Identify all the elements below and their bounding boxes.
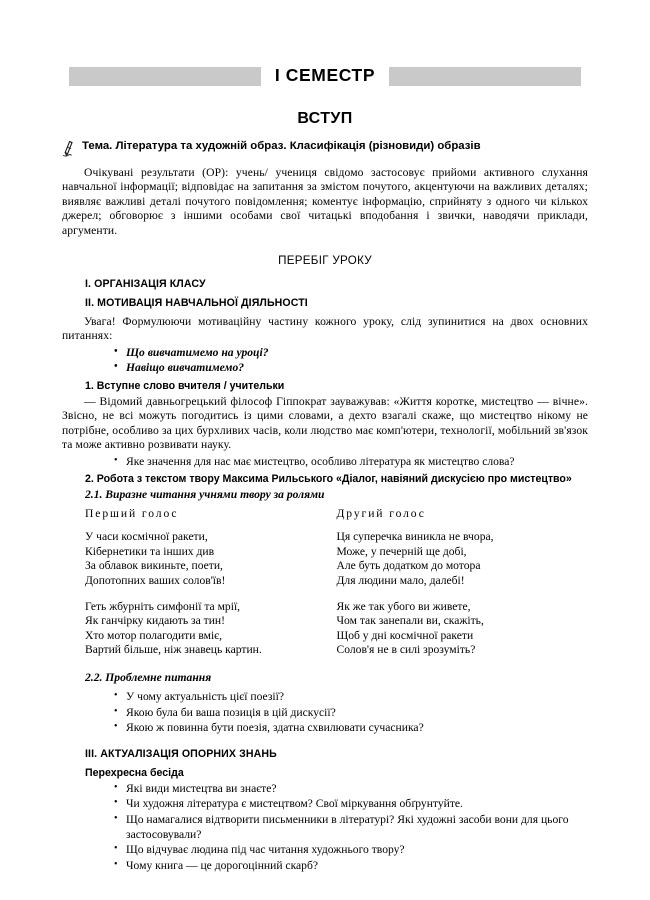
list-item: • Чому книга — це дорогоцінний скарб? — [114, 859, 588, 874]
verse-line: Хто мотор полагодити вміє, — [85, 628, 223, 642]
crosstalk-question-list — [62, 782, 588, 874]
verse-stanza — [85, 530, 337, 588]
pen-icon — [60, 139, 78, 157]
verse-line: У часи космічної ракети, — [85, 530, 208, 544]
problem-question-list — [62, 690, 588, 736]
subsection-heading-1: 1. Вступне слово вчителя / учительки — [85, 380, 285, 393]
section-heading-1: I. ОРГАНІЗАЦІЯ КЛАСУ — [85, 278, 206, 291]
voice-label: Перший голос — [85, 507, 179, 521]
list-item: • Навіщо вивчатимемо? — [114, 361, 588, 376]
verse-line: Допотопних ваших солов'їв! — [85, 574, 226, 588]
list-item: • Які види мистецтва ви знаєте? — [114, 782, 588, 797]
verse-line: Але буть додатком до мотора — [336, 559, 481, 573]
motivation-question-list — [62, 346, 588, 376]
subsection-heading-2-1: 2.1. Виразне читання учнями твору за ролями — [85, 488, 325, 502]
verse-line: Вартий більше, ніж знавець картин. — [85, 643, 262, 657]
crosstalk-heading: Перехресна бесіда — [85, 766, 184, 779]
verse-line: Як же так убого ви живете, — [336, 599, 471, 613]
motivation-note: Увага! Формулюючи мотиваційну частину кожного уроку, слід зупинитися на двох основних питаннях: — [62, 315, 588, 343]
list-item: • Що намагалися відтворити письменники в літературі? Які художні засоби вони для цього застосовували? — [114, 813, 588, 842]
header-bar-right — [389, 67, 581, 86]
art-meaning-question-list — [62, 455, 588, 470]
list-item: • Що відчуває людина під час читання художнього твору? — [114, 843, 588, 858]
subsection-heading-2-2: 2.2. Проблемне питання — [85, 671, 212, 684]
verse-line: Кібернетики та інших див — [85, 544, 215, 558]
verse-line: Геть жбурніть симфонії та мрії, — [85, 599, 241, 613]
verse-line: Солов'я не в силі зрозуміть? — [336, 643, 476, 657]
verse-line: Як ганчірку кидають за тин! — [85, 614, 225, 628]
running-header — [0, 63, 650, 89]
verse-column-second-voice — [337, 507, 589, 669]
verse-stanza — [337, 600, 589, 658]
verse-line: Для людини мало, далебі! — [336, 574, 465, 588]
verse-stanza — [337, 530, 589, 588]
list-item: • У чому актуальність цієї поезії? — [114, 690, 588, 705]
lesson-flow-heading: ПЕРЕБІГ УРОКУ — [278, 254, 372, 268]
verse-line: Щоб у дні космічної ракети — [336, 628, 474, 642]
list-item: • Чи художня література є мистецтвом? Свої міркування обґрунтуйте. — [114, 797, 588, 812]
section-heading-2: II. МОТИВАЦІЯ НАВЧАЛЬНОЇ ДІЯЛЬНОСТІ — [85, 297, 308, 310]
teacher-intro-paragraph: — Відомий давньогрецький філософ Гіппократ зауважував: «Життя коротке, мистецтво — вічне». Звісно, не всі можуть погодитись із цими словами, а дехто взагалі скаже, що мистецтво нікому не потрібне, особливо за цих бурхливих часів, коли людство має комп'ютери, технології, мобільний зв'язок та може активно розвивати науку. — [62, 395, 588, 452]
section-heading-3: III. АКТУАЛІЗАЦІЯ ОПОРНИХ ЗНАНЬ — [85, 747, 277, 760]
document-body — [62, 138, 588, 874]
voice-label: Другий голос — [336, 507, 426, 521]
theme-text: Тема. Література та художній образ. Класифікація (різновиди) образів — [82, 140, 481, 152]
list-item: • Якою була би ваша позиція в цій дискусії? — [114, 706, 588, 721]
page-title: ВСТУП — [297, 110, 353, 127]
theme-line — [62, 138, 588, 157]
verse-line: Може, у печерній ще добі, — [336, 544, 467, 558]
expected-results-paragraph: Очікувані результати (ОР): учень/ учениця свідомо застосовує прийоми активного слухання навчальної інформації; відповідає на запитання за змістом почутого, акцентуючи на важливих деталях; виявляє важливі деталі почутого повідомлення; коментує інформацію, сприйняту з одного чи кількох джерел; обговорює з іншими особами свої читацькі вподобання і звички, наводячи приклади, аргументи. — [62, 166, 588, 237]
list-item: • Що вивчатимемо на уроці? — [114, 346, 588, 361]
semester-title: І СЕМЕСТР — [274, 65, 376, 86]
verse-line: Чом так занепали ви, скажіть, — [336, 614, 484, 628]
verse-column-first-voice — [85, 507, 337, 669]
verse-line: Ця суперечка виникла не вчора, — [336, 530, 494, 544]
verse-line: За облавок викиньте, поети, — [85, 559, 223, 573]
list-item: • Якою ж повинна бути поезія, здатна схвилювати сучасника? — [114, 721, 588, 736]
list-item: • Яке значення для нас має мистецтво, особливо література як мистецтво слова? — [114, 455, 588, 470]
header-bar-left — [69, 67, 261, 86]
verse-stanza — [85, 600, 337, 658]
verse-block — [62, 507, 588, 669]
subsection-heading-2: 2. Робота з текстом твору Максима Рильського «Діалог, навіяний дискусією про мистецтво» — [85, 473, 572, 486]
